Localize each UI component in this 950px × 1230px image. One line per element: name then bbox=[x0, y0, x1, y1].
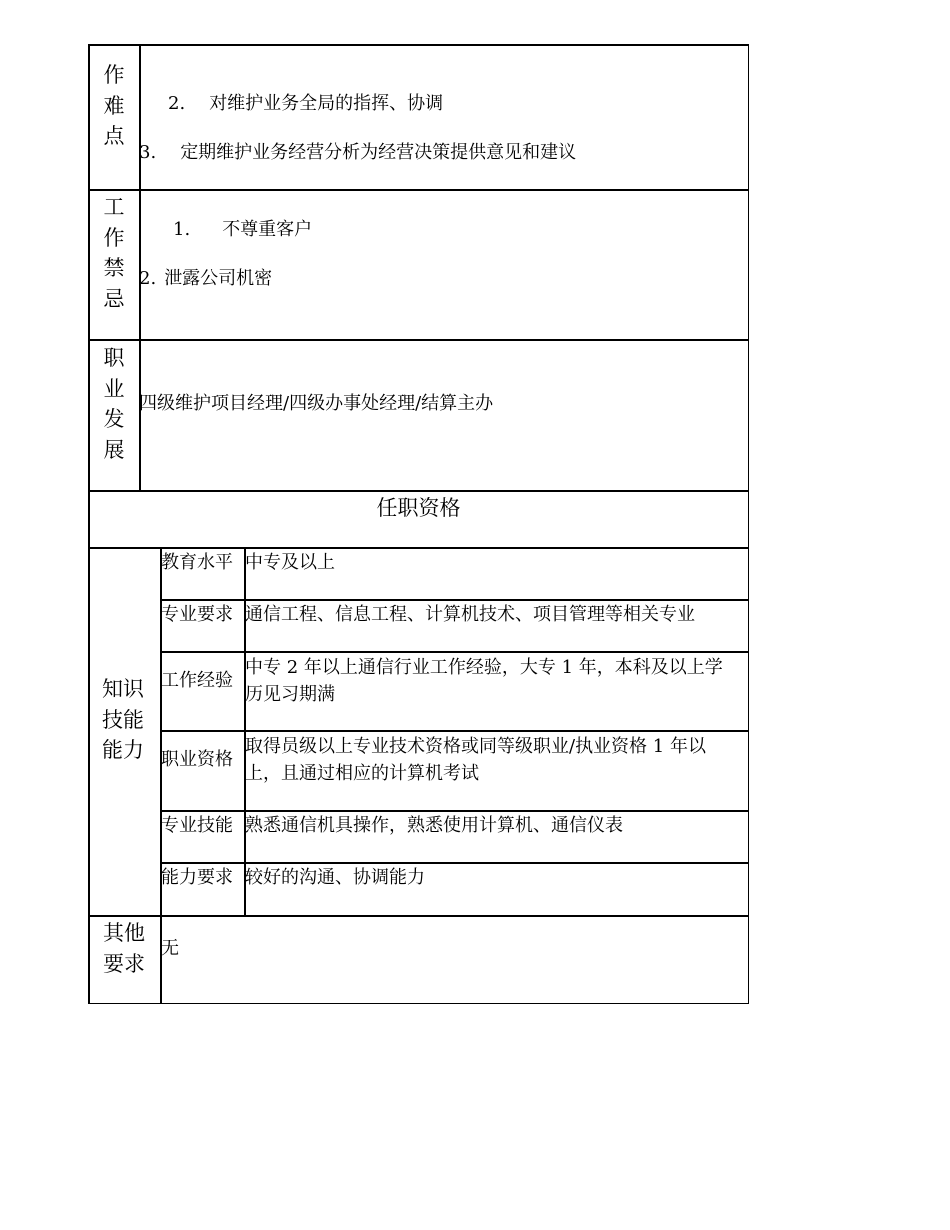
row-divider-difficulty bbox=[88, 189, 749, 191]
row-divider-career bbox=[88, 490, 749, 492]
table-border-right bbox=[748, 44, 750, 1004]
taboo-label bbox=[99, 192, 129, 314]
career-label-char: 业 bbox=[103, 376, 125, 401]
row-divider-major bbox=[161, 651, 749, 653]
qual-row-label: 能力要求 bbox=[161, 867, 233, 888]
taboo-label-char: 工 bbox=[103, 195, 125, 219]
group-label-line: 技能 bbox=[102, 707, 144, 732]
qual-row-label: 专业要求 bbox=[161, 604, 233, 625]
table-border-bottom bbox=[88, 1003, 749, 1005]
other-label-line: 其他 bbox=[103, 921, 145, 945]
table-border-top bbox=[88, 44, 749, 46]
difficulty-item bbox=[139, 140, 576, 165]
taboo-label-char: 作 bbox=[103, 225, 125, 250]
difficulty-item-number: 3. bbox=[139, 142, 157, 163]
taboo-item-text: 不尊重客户 bbox=[222, 219, 313, 240]
other-label-line: 要求 bbox=[103, 951, 145, 976]
difficulty-item-number: 2. bbox=[168, 93, 186, 114]
difficulty-item-text: 对维护业务全局的指挥、协调 bbox=[209, 93, 444, 114]
difficulty-label-char: 点 bbox=[103, 124, 125, 148]
career-label-char: 职 bbox=[103, 346, 125, 370]
table-border-left bbox=[88, 44, 90, 1004]
qual-row-value: 中专 2 年以上通信行业工作经验，大专 1 年，本科及以上学历见习期满 bbox=[245, 657, 723, 705]
taboo-label-char: 禁 bbox=[103, 256, 125, 280]
taboo-item-text: 泄露公司机密 bbox=[164, 268, 273, 289]
qual-row-label: 工作经验 bbox=[161, 670, 233, 691]
career-path-text: 四级维护项目经理/四级办事处经理/结算主办 bbox=[139, 393, 494, 414]
row-divider-cert bbox=[161, 810, 749, 812]
career-label-char: 展 bbox=[103, 437, 125, 462]
other-requirements-label bbox=[103, 918, 153, 979]
difficulty-label-char: 作 bbox=[103, 63, 125, 87]
job-spec-table bbox=[88, 44, 749, 1004]
row-divider-edu bbox=[161, 599, 749, 601]
row-divider-exp bbox=[161, 730, 749, 732]
difficulty-item-text: 定期维护业务经营分析为经营决策提供意见和建议 bbox=[180, 142, 577, 163]
row-divider-taboo bbox=[88, 339, 749, 341]
career-label bbox=[99, 343, 129, 465]
taboo-item bbox=[139, 266, 272, 291]
group-label-line: 能力 bbox=[102, 738, 144, 762]
difficulty-item bbox=[168, 91, 443, 116]
difficulty-label-char: 难 bbox=[103, 93, 125, 118]
qual-row-value: 中专及以上 bbox=[245, 552, 335, 573]
row-divider-title bbox=[88, 547, 749, 549]
qual-row-label: 教育水平 bbox=[161, 552, 233, 573]
other-requirements-value: 无 bbox=[161, 938, 179, 959]
taboo-item bbox=[173, 217, 312, 242]
group-label-line: 知识 bbox=[102, 677, 144, 701]
qual-row-value: 熟悉通信机具操作，熟悉使用计算机、通信仪表 bbox=[245, 815, 623, 836]
taboo-label-char: 忌 bbox=[103, 286, 125, 311]
career-label-char: 发 bbox=[103, 407, 125, 431]
taboo-item-number: 2. bbox=[139, 268, 157, 289]
qual-row-value: 取得员级以上专业技术资格或同等级职业/执业资格 1 年以上，且通过相应的计算机考试 bbox=[245, 736, 706, 784]
taboo-item-number: 1. bbox=[173, 219, 191, 240]
qualifications-title: 任职资格 bbox=[376, 496, 461, 520]
qual-row-value: 较好的沟通、协调能力 bbox=[245, 867, 425, 888]
row-divider-skill bbox=[161, 862, 749, 864]
qual-row-label: 专业技能 bbox=[161, 815, 233, 836]
knowledge-skill-ability-label bbox=[102, 674, 152, 766]
difficulty-label bbox=[99, 60, 129, 152]
row-divider-ability bbox=[88, 915, 749, 917]
qual-row-label: 职业资格 bbox=[161, 749, 233, 770]
qual-row-value: 通信工程、信息工程、计算机技术、项目管理等相关专业 bbox=[245, 604, 695, 625]
